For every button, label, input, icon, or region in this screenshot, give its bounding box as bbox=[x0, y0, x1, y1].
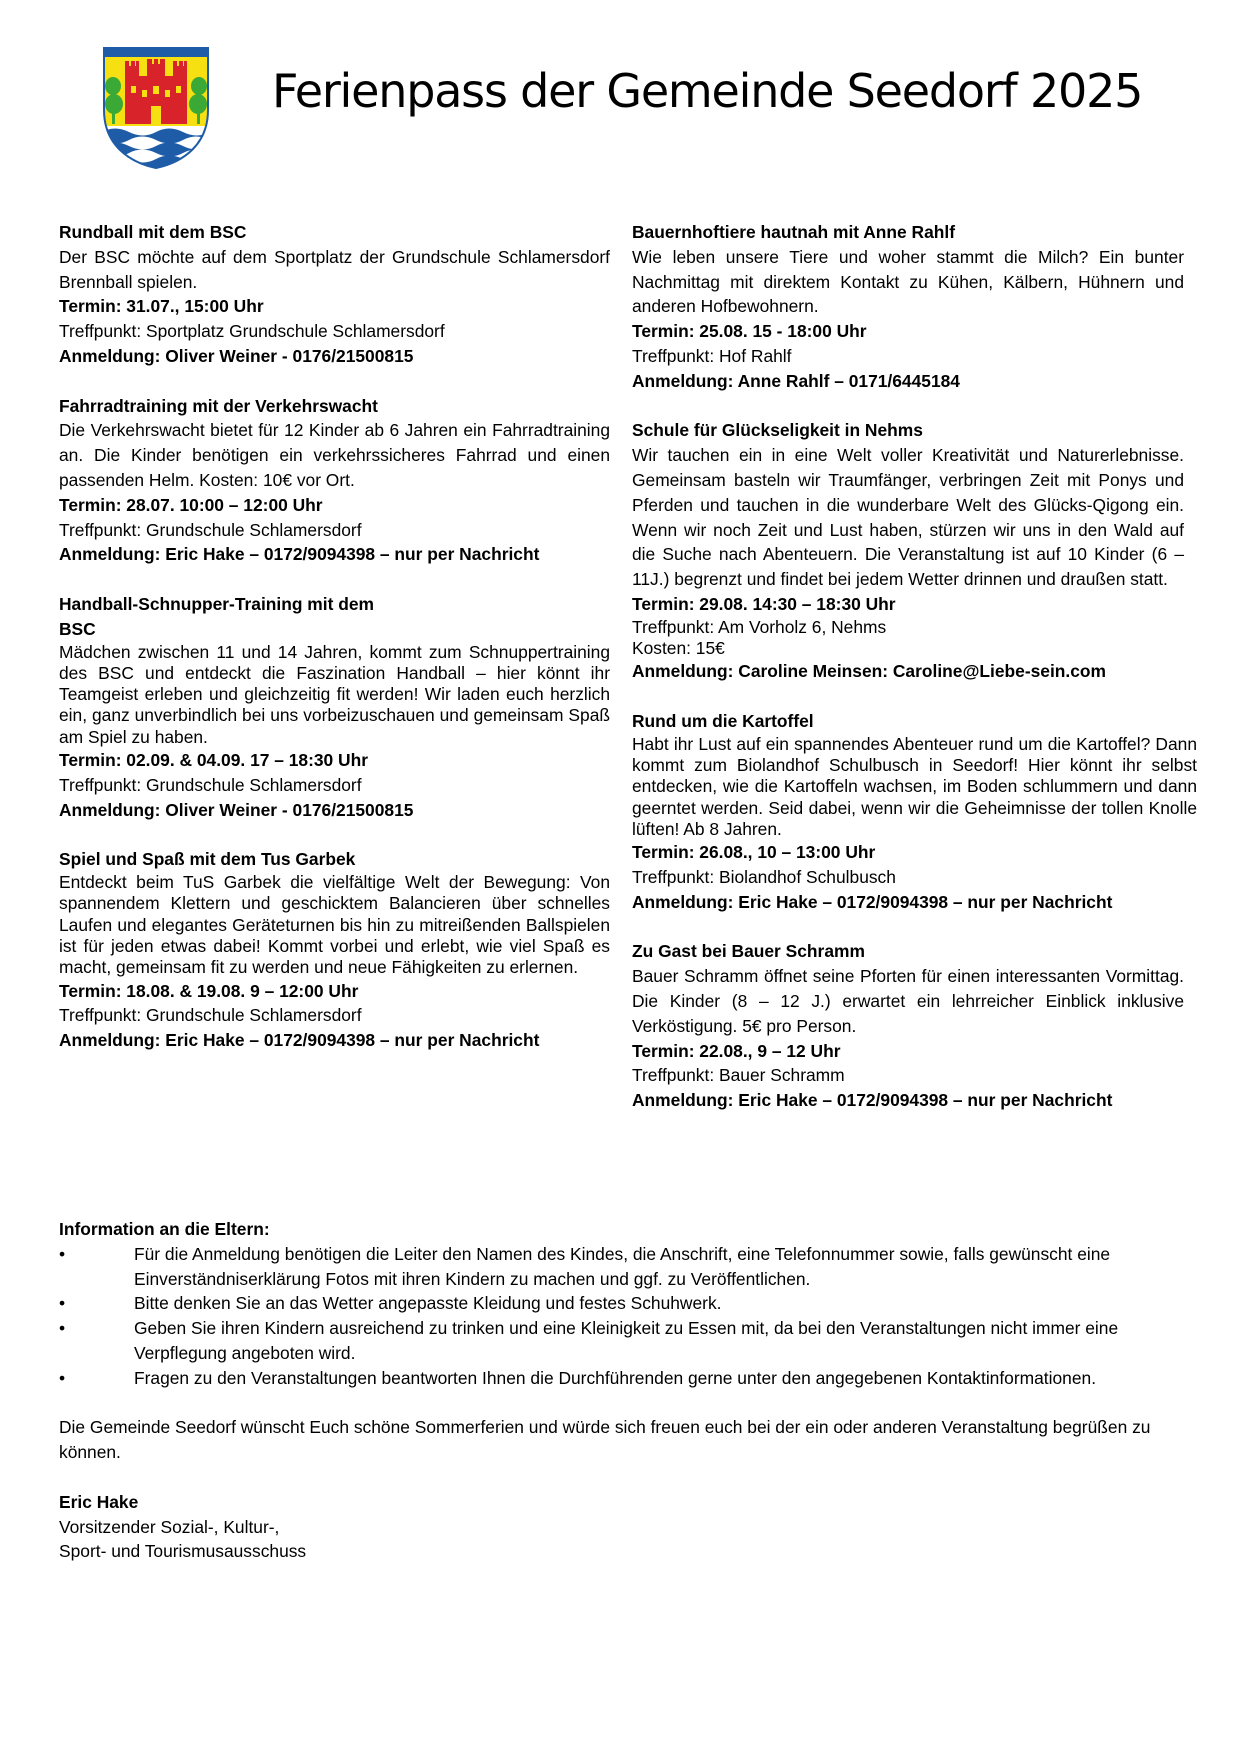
event-description: Entdeckt beim TuS Garbek die vielfältige Welt der Bewegung: Von spannendem Klettern und geschicktem Balancieren über schnelles Laufen und elegantes Geräteturnen bis hin zu mitreißenden Ballspielen ist für jeden etwas dabei! Kommt vorbei und erlebt, wie viel Spaß es macht, gemeinsam fit zu werden und neue Fähigkeiten zu erlernen. bbox=[59, 872, 610, 978]
event-termin: Termin: 28.07. 10:00 – 12:00 Uhr bbox=[59, 494, 323, 515]
signature-name: Eric Hake bbox=[59, 1491, 139, 1512]
event-heading: Spiel und Spaß mit dem Tus Garbek bbox=[59, 849, 356, 870]
event-anmeldung: Anmeldung: Eric Hake – 0172/9094398 – nur per Nachricht bbox=[632, 1090, 1113, 1111]
bullet-icon: • bbox=[59, 1293, 66, 1314]
list-item bbox=[59, 1291, 1189, 1316]
event-bauernhoftiere bbox=[632, 220, 1184, 394]
event-glueckseligkeit bbox=[632, 418, 1184, 684]
bullet-icon: • bbox=[59, 1318, 66, 1339]
event-termin: Termin: 22.08., 9 – 12 Uhr bbox=[632, 1040, 841, 1061]
info-bullet-list bbox=[59, 1242, 1189, 1391]
event-description: Der BSC möchte auf dem Sportplatz der Grundschule Schlamersdorf Brennball spielen. bbox=[59, 246, 610, 292]
info-heading: Information an die Eltern: bbox=[59, 1219, 270, 1239]
coat-of-arms-logo bbox=[102, 46, 210, 170]
event-treffpunkt: Treffpunkt: Grundschule Schlamersdorf bbox=[59, 519, 362, 540]
event-termin: Termin: 31.07., 15:00 Uhr bbox=[59, 296, 264, 317]
event-termin: Termin: 25.08. 15 - 18:00 Uhr bbox=[632, 321, 867, 342]
bullet-icon: • bbox=[59, 1243, 66, 1264]
event-rundball bbox=[59, 220, 610, 369]
event-treffpunkt: Treffpunkt: Sportplatz Grundschule Schlamersdorf bbox=[59, 321, 445, 342]
event-bauer-schramm bbox=[632, 939, 1184, 1113]
event-treffpunkt: Treffpunkt: Biolandhof Schulbusch bbox=[632, 867, 896, 888]
event-treffpunkt: Treffpunkt: Grundschule Schlamersdorf bbox=[59, 1005, 362, 1026]
event-anmeldung: Anmeldung: Eric Hake – 0172/9094398 – nur per Nachricht bbox=[632, 891, 1113, 912]
event-heading: Handball-Schnupper-Training mit dem BSC bbox=[59, 593, 374, 639]
event-handball bbox=[59, 592, 610, 822]
event-description: Bauer Schramm öffnet seine Pforten für einen interessanten Vormittag. Die Kinder (8 – 12 J.) erwartet ein lehrreicher Einblick inklusive Verköstigung. 5€ pro Person. bbox=[632, 966, 1184, 1036]
event-description: Die Verkehrswacht bietet für 12 Kinder ab 6 Jahren ein Fahrradtraining an. Die Kinder benötigen ein verkehrssicheres Fahrrad und einen passenden Helm. Kosten: 10€ vor Ort. bbox=[59, 420, 610, 490]
right-column bbox=[632, 220, 1197, 1138]
event-heading: Zu Gast bei Bauer Schramm bbox=[632, 941, 865, 962]
bullet-text: Bitte denken Sie an das Wetter angepasste Kleidung und festes Schuhwerk. bbox=[134, 1293, 722, 1314]
event-heading: Rund um die Kartoffel bbox=[632, 710, 814, 731]
event-termin: Termin: 26.08., 10 – 13:00 Uhr bbox=[632, 842, 876, 863]
event-termin: Termin: 02.09. & 04.09. 17 – 18:30 Uhr bbox=[59, 750, 369, 771]
event-heading: Rundball mit dem BSC bbox=[59, 222, 247, 242]
event-termin: Termin: 18.08. & 19.08. 9 – 12:00 Uhr bbox=[59, 980, 359, 1001]
event-treffpunkt: Treffpunkt: Grundschule Schlamersdorf bbox=[59, 774, 362, 795]
event-description: Mädchen zwischen 11 und 14 Jahren, kommt zum Schnuppertraining des BSC und entdeckt die Faszination Handball – hier könnt ihr Teamgeist erleben und gleichzeitig fit werden! Wir laden euch herzlich ein, ganz unverbindlich bei uns vorbeizuschauen und gemeinsam Spaß am Spiel zu haben. bbox=[59, 641, 610, 747]
left-column bbox=[59, 220, 610, 1078]
event-anmeldung: Anmeldung: Oliver Weiner - 0176/21500815 bbox=[59, 799, 414, 820]
event-description: Wir tauchen ein in eine Welt voller Kreativität und Naturerlebnisse. Gemeinsam basteln wir Traumfänger, verbringen Zeit mit Ponys und Pferden und tauchen in die wunderbare Welt des Glücks-Qigong ein. Wenn wir noch Zeit und Lust haben, stürzen wir uns in den Wald auf die Suche nach Abenteuern. Die Veranstaltung ist auf 10 Kinder (6 – 11J.) begrenzt und findet bei jedem Wetter drinnen und draußen statt. bbox=[632, 445, 1184, 590]
event-anmeldung: Anmeldung: Eric Hake – 0172/9094398 – nur per Nachricht bbox=[59, 544, 540, 565]
bullet-text: Geben Sie ihren Kindern ausreichend zu trinken und eine Kleinigkeit zu Essen mit, da bei den Veranstaltungen nicht immer eine Verpflegung angeboten wird. bbox=[134, 1318, 1119, 1363]
event-treffpunkt: Treffpunkt: Bauer Schramm bbox=[632, 1065, 845, 1086]
event-anmeldung: Anmeldung: Eric Hake – 0172/9094398 – nur per Nachricht bbox=[59, 1030, 540, 1051]
bullet-icon: • bbox=[59, 1367, 66, 1388]
crest-top-band bbox=[102, 48, 210, 57]
event-treffpunkt: Treffpunkt: Hof Rahlf bbox=[632, 345, 792, 366]
event-kartoffel bbox=[632, 709, 1197, 915]
event-heading: Bauernhoftiere hautnah mit Anne Rahlf bbox=[632, 222, 956, 242]
event-kosten: Kosten: 15€ bbox=[632, 638, 725, 659]
parent-information bbox=[59, 1217, 1189, 1564]
signature-role-line-2: Sport- und Tourismusausschuss bbox=[59, 1541, 307, 1562]
list-item bbox=[59, 1242, 1189, 1292]
event-heading: Schule für Glückseligkeit in Nehms bbox=[632, 420, 923, 441]
closing-text: Die Gemeinde Seedorf wünscht Euch schöne Sommerferien und würde sich freuen euch bei der ein oder anderen Veranstaltung begrüßen zu können. bbox=[59, 1417, 1151, 1463]
event-tus-garbek bbox=[59, 847, 610, 1053]
page-title: Ferienpass der Gemeinde Seedorf 2025 bbox=[272, 64, 1143, 118]
event-treffpunkt: Treffpunkt: Am Vorholz 6, Nehms bbox=[632, 616, 887, 637]
event-description: Wie leben unsere Tiere und woher stammt die Milch? Ein bunter Nachmittag mit direktem Kontakt zu Kühen, Kälbern, Hühnern und anderen Hofbewohnern. bbox=[632, 246, 1184, 317]
event-fahrradtraining bbox=[59, 394, 610, 568]
event-anmeldung: Anmeldung: Caroline Meinsen: Caroline@Liebe-sein.com bbox=[632, 661, 1107, 682]
event-description: Habt ihr Lust auf ein spannendes Abenteuer rund um die Kartoffel? Dann kommt zum Biolandhof Schulbusch in Seedorf! Hier könnt ihr selbst entdecken, wie die Kartoffeln wachsen, im Boden schlummern und dann geerntet werden. Seid dabei, wenn wir die Geheimnisse der tollen Knolle lüften! Ab 8 Jahren. bbox=[632, 733, 1197, 839]
signature bbox=[59, 1490, 1189, 1564]
event-anmeldung: Anmeldung: Oliver Weiner - 0176/21500815 bbox=[59, 345, 414, 366]
list-item bbox=[59, 1366, 1189, 1391]
bullet-text: Für die Anmeldung benötigen die Leiter den Namen des Kindes, die Anschrift, eine Telefonnummer sowie, falls gewünscht eine Einverständniserklärung Fotos mit ihren Kindern zu machen und ggf. zu Veröffentlichen. bbox=[134, 1243, 1111, 1289]
bullet-text: Fragen zu den Veranstaltungen beantworten Ihnen die Durchführenden gerne unter den angegebenen Kontaktinformationen. bbox=[134, 1367, 1097, 1388]
event-heading: Fahrradtraining mit der Verkehrswacht bbox=[59, 395, 378, 416]
event-termin: Termin: 29.08. 14:30 – 18:30 Uhr bbox=[632, 593, 896, 614]
event-anmeldung: Anmeldung: Anne Rahlf – 0171/6445184 bbox=[632, 370, 960, 391]
list-item bbox=[59, 1316, 1189, 1366]
signature-role-line-1: Vorsitzender Sozial-, Kultur-, bbox=[59, 1516, 280, 1537]
